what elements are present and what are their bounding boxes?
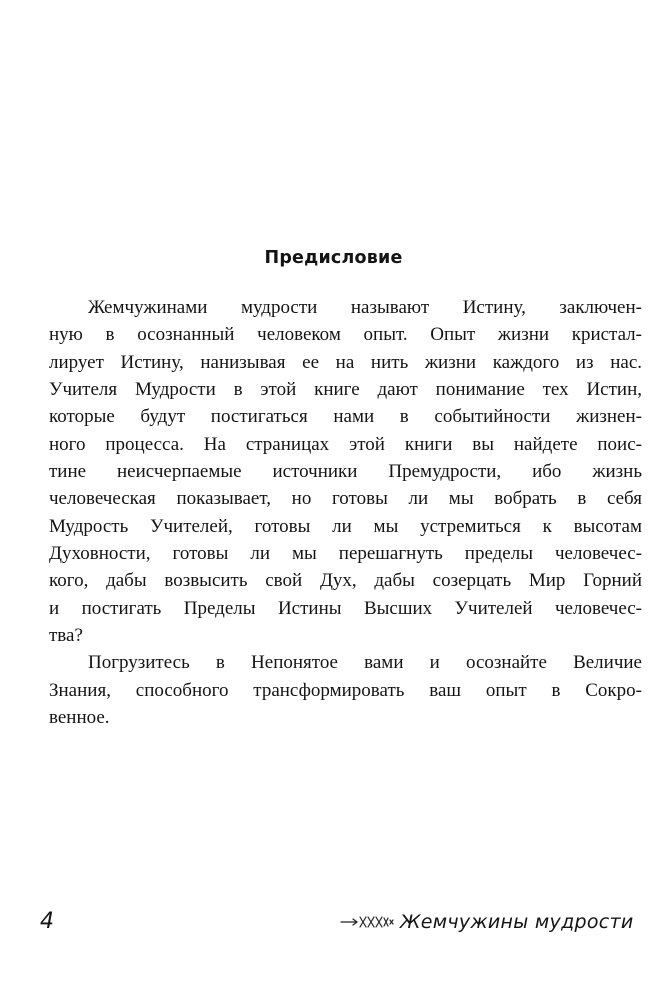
- text-line: Учителя Мудрости в этой книге дают понимание тех Истин,: [49, 379, 642, 401]
- page-title: Предисловие: [264, 248, 403, 268]
- text-line: тва?: [49, 625, 83, 647]
- text-line: Жемчужинами мудрости называют Истину, заключен-: [88, 297, 642, 318]
- text-line: Погрузитесь в Непонятое вами и осознайте Величие: [88, 652, 642, 674]
- body-text: [49, 294, 642, 732]
- text-line: и постигать Пределы Истины Высших Учителей человечес-: [49, 597, 642, 619]
- text-line: ную в осознанный человеком опыт. Опыт жизни кристал-: [49, 324, 642, 346]
- text-line: ного процесса. На страницах этой книги вы найдете поис-: [49, 433, 642, 455]
- running-title: Жемчужины мудрости: [400, 911, 634, 933]
- text-line: человеческая показывает, но готовы ли мы вобрать в себя: [49, 488, 642, 510]
- text-line: Знания, способного трансформировать ваш опыт в Сокро-: [49, 679, 642, 701]
- decorative-ornament-icon: [340, 915, 394, 934]
- text-line: венное.: [49, 707, 110, 729]
- text-line: Духовности, готовы ли мы перешагнуть пределы человечес-: [49, 543, 642, 565]
- text-line: кого, дабы возвысить свой Дух, дабы созерцать Мир Горний: [49, 570, 642, 592]
- text-line: тине неисчерпаемые источники Премудрости, ибо жизнь: [49, 461, 642, 483]
- page-footer: [0, 907, 667, 937]
- text-line: лирует Истину, нанизывая ее на нить жизни каждого из нас.: [49, 351, 642, 373]
- text-line: которые будут постигаться нами в событийности жизнен-: [49, 406, 642, 428]
- page-number: 4: [40, 909, 54, 934]
- text-line: Мудрость Учителей, готовы ли мы устремиться к высотам: [49, 515, 642, 537]
